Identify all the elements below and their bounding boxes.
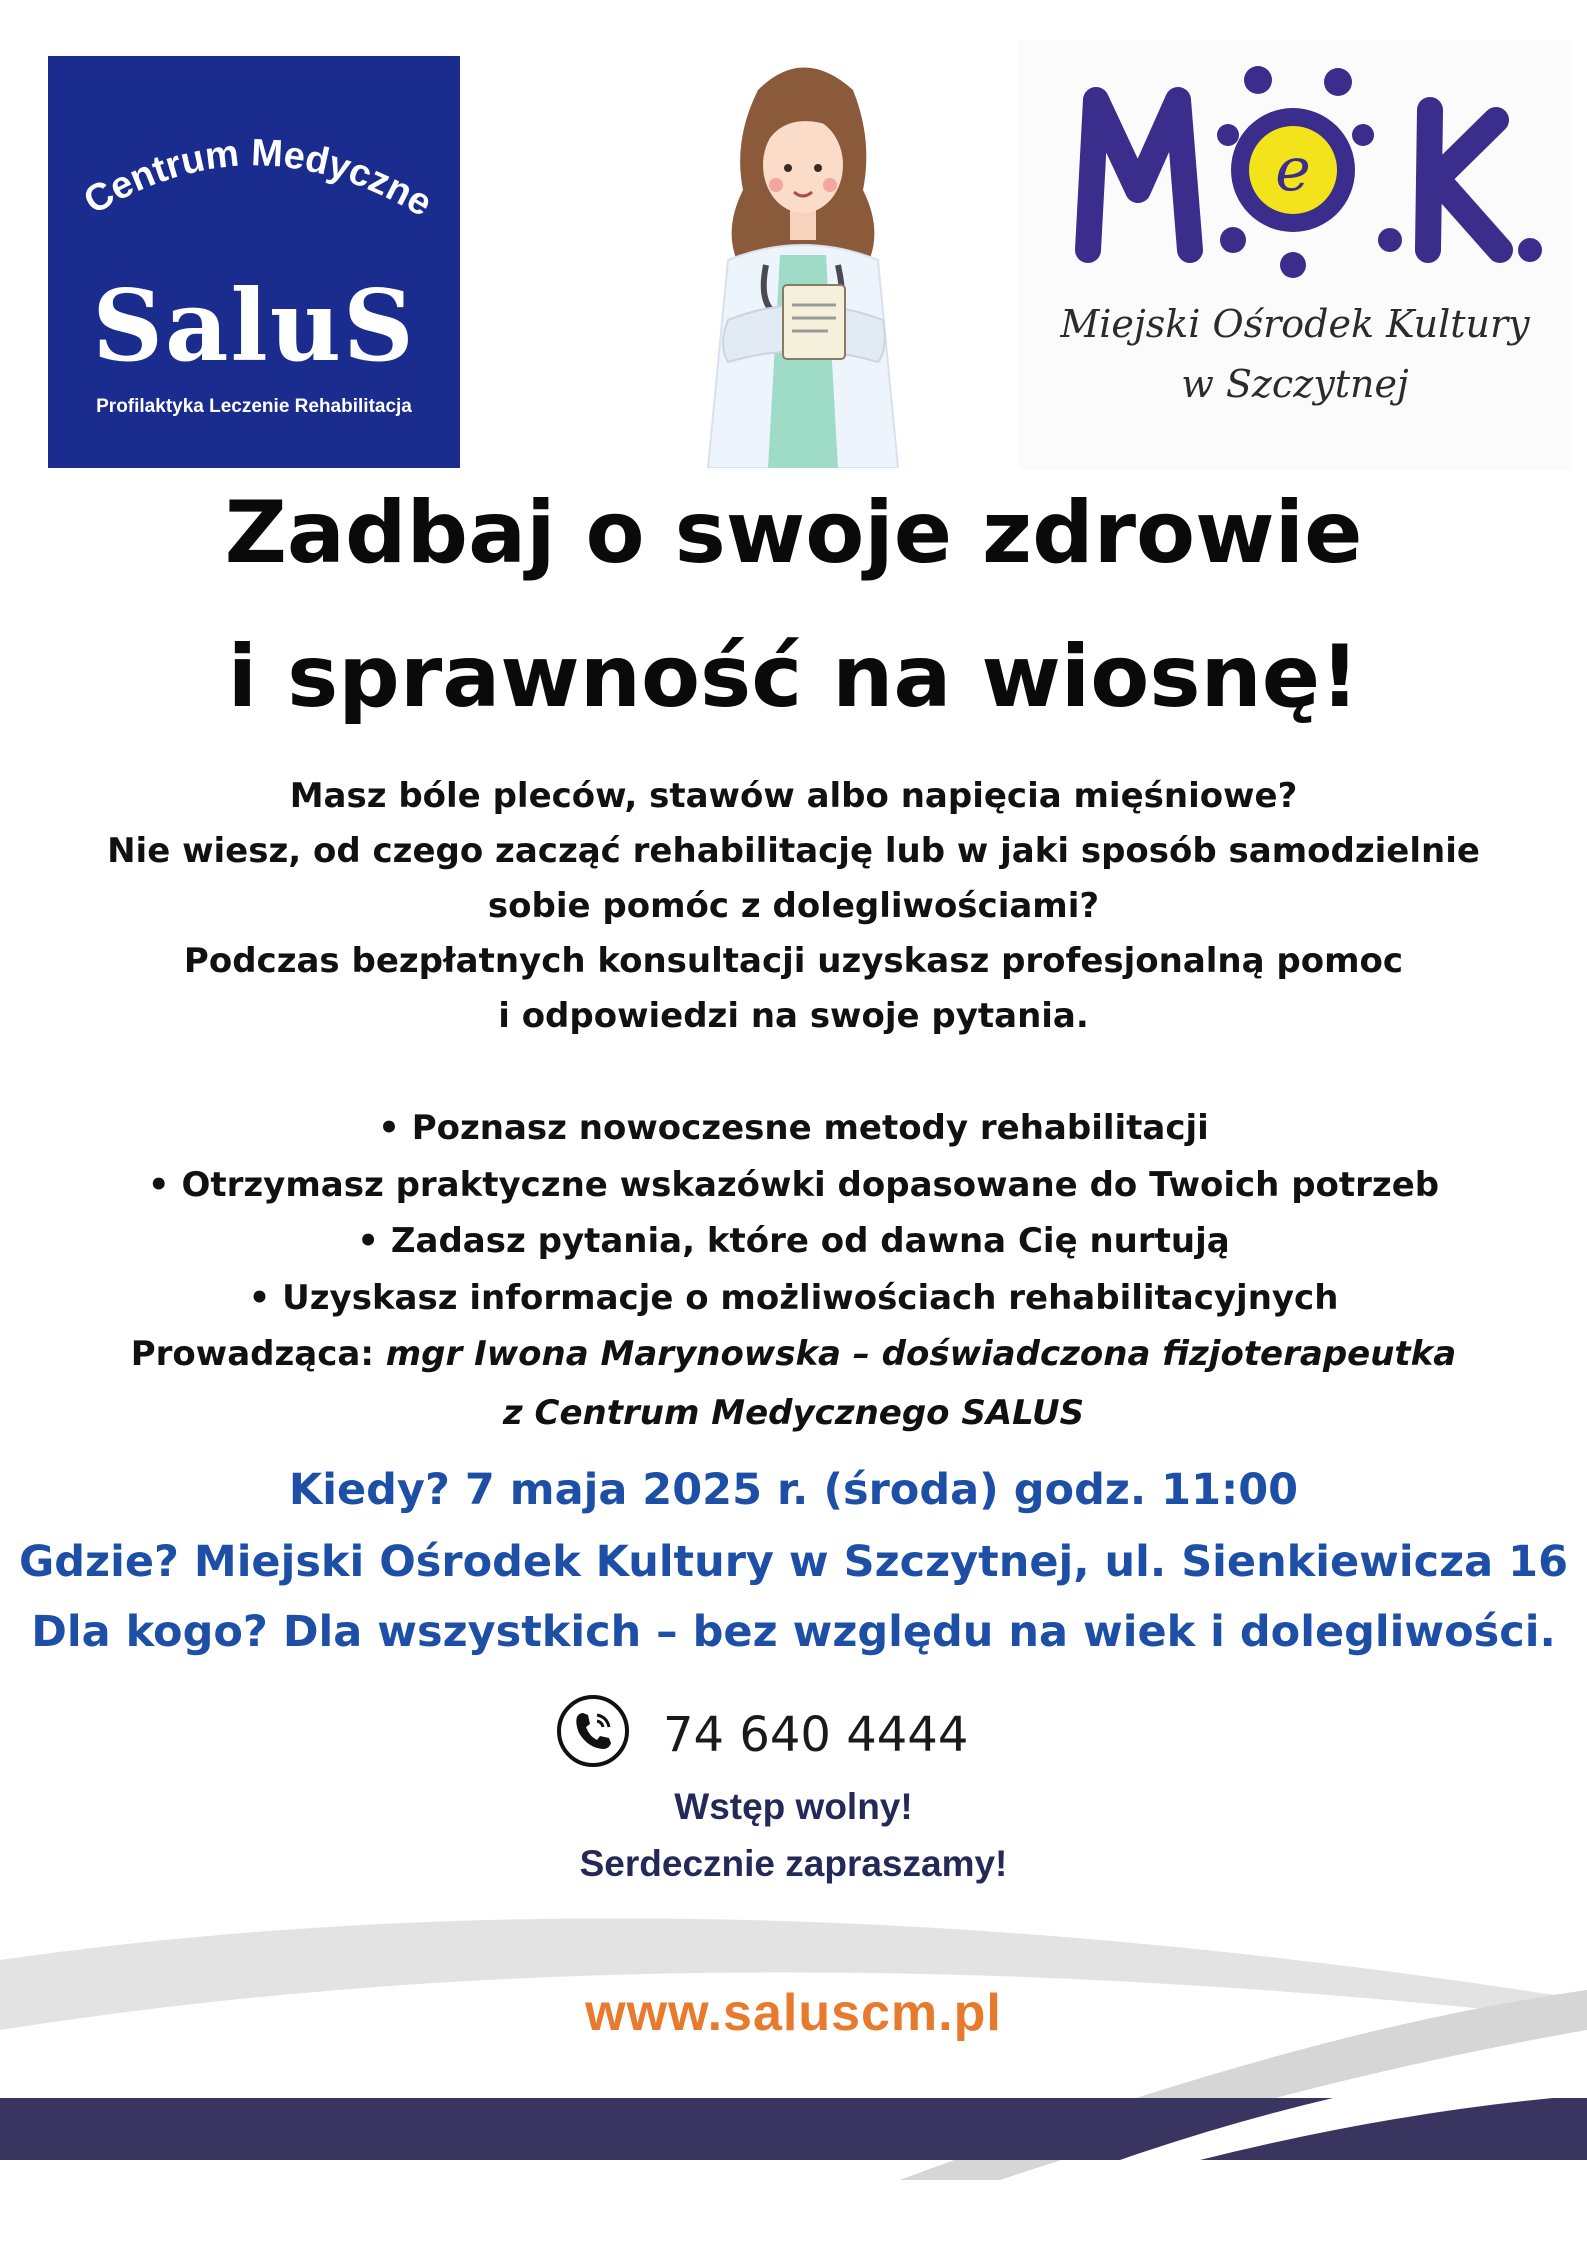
svg-text:Centrum Medyczne <box>77 132 439 225</box>
event-where: Gdzie? Miejski Ośrodek Kultury w Szczytnej, ul. Sienkiewicza 16 <box>18 1537 1568 1587</box>
mok-logo <box>1018 40 1572 470</box>
invite-line1: Wstęp wolny! <box>674 1786 913 1827</box>
host-affiliation <box>0 1393 1587 1433</box>
bullet-item-4: • Uzyskasz informacje o możliwościach rehabilitacyjnych <box>248 1278 1339 1318</box>
intro-line-4: Podczas bezpłatnych konsultacji uzyskasz profesjonalną pomoc <box>183 941 1404 981</box>
mok-name-line1: Miejski Ośrodek Kultury <box>1060 302 1530 346</box>
host-affiliation-text: z Centrum Medycznego SALUS <box>502 1393 1085 1433</box>
event-who: Dla kogo? Dla wszystkich – bez względu na wiek i dolegliwości. <box>31 1607 1556 1657</box>
footer-swoosh-graphic <box>0 1880 1587 2245</box>
website-link[interactable]: www.saluscm.pl <box>585 1984 1002 2042</box>
salus-arc-label: Centrum Medyczne <box>77 132 439 225</box>
salus-subtitle: Profilaktyka Leczenie Rehabilitacja <box>96 396 412 417</box>
bullet-item-2: • Otrzymasz praktyczne wskazówki dopasowane do Twoich potrzeb <box>147 1165 1440 1205</box>
phone-number[interactable]: 74 640 4444 <box>663 1707 969 1763</box>
phone-contact[interactable] <box>555 1693 1035 1773</box>
svg-text:e: e <box>1275 135 1311 205</box>
mok-name-line2: w Szczytnej <box>1181 362 1409 406</box>
mok-letters-graphic <box>1018 40 1572 300</box>
intro-line-3: sobie pomóc z dolegliwościami? <box>487 886 1100 926</box>
event-when: Kiedy? 7 maja 2025 r. (środa) godz. 11:00 <box>288 1465 1299 1515</box>
salus-name: SaluS <box>92 269 416 384</box>
invite-line2: Serdecznie zapraszamy! <box>579 1843 1008 1884</box>
host-line <box>0 1334 1587 1374</box>
headline-line1: Zadbaj o swoje zdrowie <box>224 483 1363 583</box>
phone-icon <box>555 1693 631 1769</box>
host-name: mgr Iwona Marynowska – doświadczona fizjoterapeutka <box>385 1334 1457 1374</box>
intro-line-1: Masz bóle pleców, stawów albo napięcia mięśniowe? <box>289 776 1298 816</box>
intro-line-5: i odpowiedzi na swoje pytania. <box>498 996 1089 1036</box>
bullet-item-1: • Poznasz nowoczesne metody rehabilitacji <box>378 1108 1209 1148</box>
salus-logo <box>48 56 460 468</box>
host-label: Prowadząca: <box>130 1334 386 1374</box>
intro-line-2: Nie wiesz, od czego zacząć rehabilitację lub w jaki sposób samodzielnie <box>107 831 1480 871</box>
headline-line2: i sprawność na wiosnę! <box>227 627 1360 727</box>
bullet-item-3: • Zadasz pytania, które od dawna Cię nurtują <box>357 1221 1230 1261</box>
doctor-illustration <box>688 50 918 468</box>
